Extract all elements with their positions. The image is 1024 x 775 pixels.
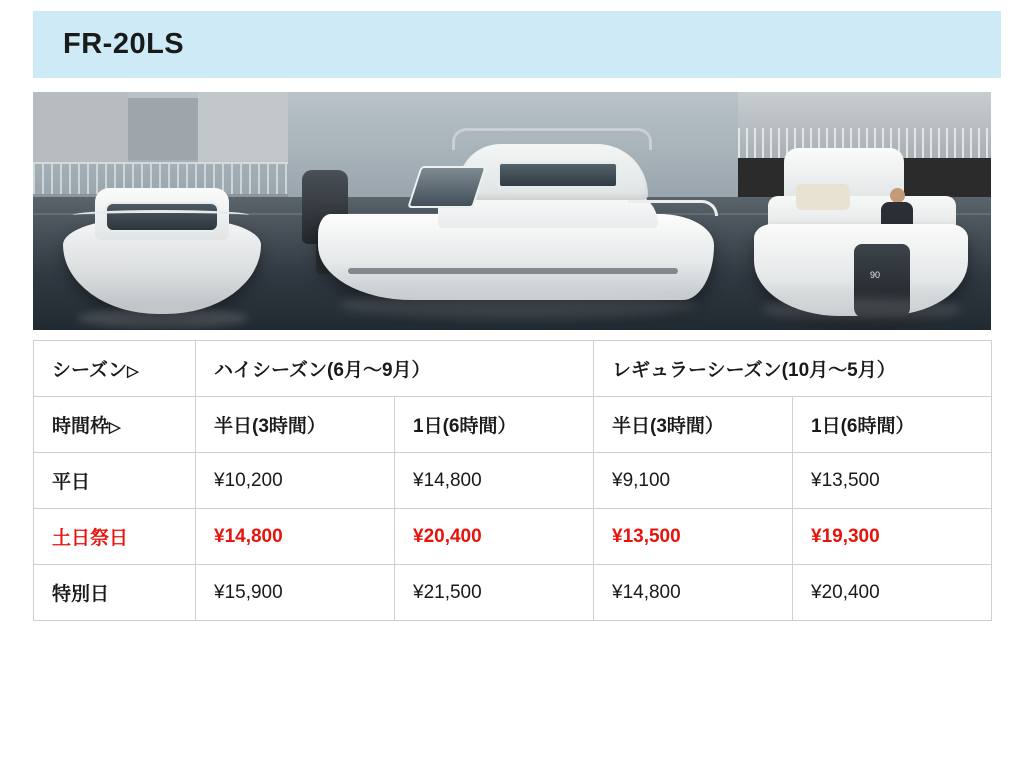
photo-strip: [33, 92, 991, 330]
price-cell: ¥14,800: [594, 565, 793, 621]
price-cell: ¥14,800: [395, 453, 594, 509]
background-building: [128, 98, 198, 160]
table-row-special-day: [34, 565, 992, 621]
price-cell: ¥20,400: [395, 509, 594, 565]
price-cell: ¥9,100: [594, 453, 793, 509]
page-title: FR-20LS: [63, 28, 185, 60]
slot-regular-fullday: 1日(6時間）: [793, 397, 992, 453]
price-cell: ¥19,300: [793, 509, 992, 565]
season-header-label-text: シーズン: [52, 360, 128, 381]
slot-header-label-text: 時間枠: [52, 416, 110, 437]
price-cell: ¥10,200: [196, 453, 395, 509]
boat-stern-view-with-outboard-image: [738, 92, 991, 330]
title-banner: [33, 11, 1001, 78]
price-cell: ¥20,400: [793, 565, 992, 621]
canopy-frame: [452, 128, 652, 150]
pricing-table: [33, 340, 992, 621]
row-label-weekend-holiday: 土日祭日: [34, 509, 196, 565]
bow-rail: [628, 200, 718, 216]
row-label-special-day: 特別日: [34, 565, 196, 621]
triangle-right-icon: ▷: [127, 363, 139, 380]
season-header-label: [34, 341, 196, 397]
season-high: ハイシーズン(6月〜9月）: [196, 341, 594, 397]
price-cell: ¥15,900: [196, 565, 395, 621]
price-cell: ¥21,500: [395, 565, 594, 621]
boat-front-view-at-dock-image: [33, 92, 288, 330]
hull-waterline-stripe: [348, 268, 678, 274]
price-cell: ¥13,500: [793, 453, 992, 509]
boat-side-view-with-canopy-image: [288, 92, 738, 330]
boat-seat: [796, 184, 850, 210]
motor-horsepower-label: 90: [870, 270, 881, 280]
row-label-weekday: 平日: [34, 453, 196, 509]
slot-header-label: [34, 397, 196, 453]
slot-high-fullday: 1日(6時間）: [395, 397, 594, 453]
person-figure: [890, 188, 905, 203]
bow-rail: [73, 210, 249, 220]
cabin-window: [498, 162, 618, 188]
table-row-weekend-holiday: [34, 509, 992, 565]
slot-high-halfday: 半日(3時間）: [196, 397, 395, 453]
water-reflection: [77, 308, 249, 328]
season-regular: レギュラーシーズン(10月〜5月）: [594, 341, 992, 397]
price-cell: ¥13,500: [594, 509, 793, 565]
background-building: [33, 92, 128, 164]
table-row-weekday: [34, 453, 992, 509]
triangle-right-icon: ▷: [109, 419, 121, 436]
slot-regular-halfday: 半日(3時間）: [594, 397, 793, 453]
table-row-slot-header: [34, 397, 992, 453]
water-reflection: [338, 292, 698, 318]
boat-windshield: [407, 166, 487, 208]
table-row-season-header: [34, 341, 992, 397]
water-reflection: [762, 298, 962, 320]
price-cell: ¥14,800: [196, 509, 395, 565]
background-building: [198, 92, 288, 162]
